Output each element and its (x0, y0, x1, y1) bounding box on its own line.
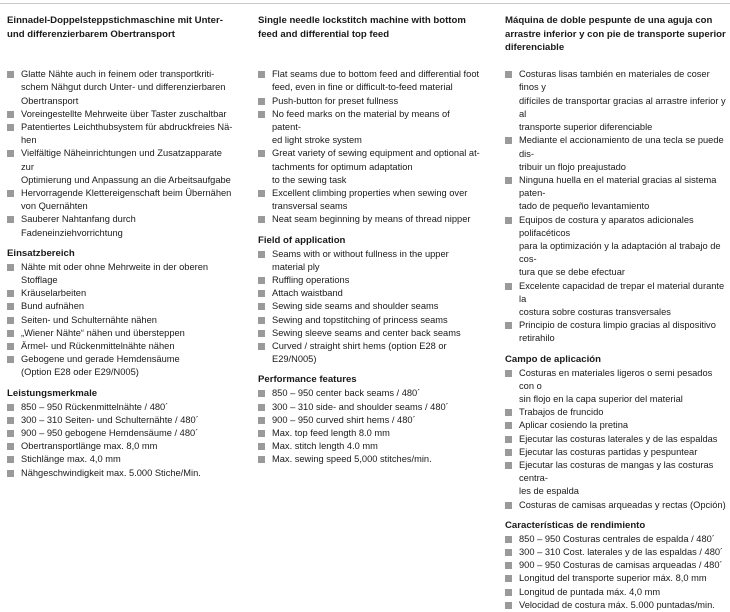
text-line: costura sobre costuras transversales (519, 306, 671, 317)
list-item (258, 387, 480, 400)
text-line: Voreingestellte Mehrweite über Taster zuschaltbar (21, 108, 227, 119)
bullet-square-icon (7, 417, 14, 424)
bullet-square-icon (258, 303, 265, 310)
text-line: Excelente capacidad de trepar el material durante la (519, 280, 725, 304)
text-line: Nähte mit oder ohne Mehrweite in der oberen (21, 261, 209, 272)
text-line: Costuras lisas también en materiales de coser finos y (519, 69, 710, 93)
bullet-square-icon (505, 536, 512, 543)
list-item-text (272, 108, 480, 148)
list-item-text (21, 401, 237, 414)
list-item-text (272, 274, 480, 287)
list-item (505, 319, 727, 345)
section-heading-application: Field of application (258, 234, 346, 246)
list-item-text (272, 248, 480, 274)
list-item-text (519, 134, 727, 174)
text-line: Equipos de costura y aparatos adicionales polifacéticos (519, 214, 694, 238)
text-line: 850 – 950 Rückenmittelnähte / 480´ (21, 401, 169, 412)
list-item-text (519, 559, 727, 572)
list-item (7, 261, 237, 287)
bullet-square-icon (7, 343, 14, 350)
bullet-square-icon (7, 456, 14, 463)
list-item-text (21, 414, 237, 427)
list-item-text (21, 261, 237, 287)
list-item-text (21, 287, 237, 300)
bullet-square-icon (505, 602, 512, 609)
list-item-text (21, 314, 237, 327)
list-item (258, 414, 480, 427)
list-item-text (519, 446, 727, 459)
bullet-square-icon (258, 150, 265, 157)
list-item (7, 68, 237, 108)
list-item (258, 453, 480, 466)
list-item-text (519, 459, 727, 499)
list-item-text (519, 533, 727, 546)
text-line: Push-button for preset fullness (272, 95, 399, 106)
bullet-square-icon (7, 264, 14, 271)
list-item-text (21, 187, 237, 213)
text-line: Max. stitch length 4.0 mm (272, 441, 378, 452)
text-line: Stichlänge max. 4,0 mm (21, 454, 121, 465)
text-line: 300 – 310 Cost. laterales y de las espaldas / 480´ (519, 546, 724, 557)
application-list (7, 261, 237, 380)
bullet-square-icon (505, 449, 512, 456)
list-item (505, 599, 727, 612)
list-item-text (272, 287, 480, 300)
list-item-text (519, 499, 727, 512)
section-heading-application: Einsatzbereich (7, 247, 75, 259)
text-line: 300 – 310 side- and shoulder seams / 480´ (272, 401, 449, 412)
text-line: No feed marks on the material by means of patent- (272, 108, 450, 132)
list-item-text (272, 387, 480, 400)
bullet-square-icon (258, 417, 265, 424)
title-line: feed and differential top feed (258, 28, 390, 40)
bullet-square-icon (505, 436, 512, 443)
list-item (505, 419, 727, 432)
text-line: Hervorragende Klettereigenschaft beim Übernähen (21, 188, 232, 199)
text-line: Gebogene und gerade Hemdensäume (21, 354, 180, 365)
list-item-text (21, 453, 237, 466)
bullet-square-icon (258, 251, 265, 258)
text-line: Excellent climbing properties when sewing over (272, 188, 468, 199)
text-line: difíciles de transportar gracias al arrastre inferior y al (519, 95, 726, 119)
list-item (7, 401, 237, 414)
bullet-square-icon (505, 549, 512, 556)
column-german (7, 14, 237, 480)
application-list (258, 248, 480, 367)
list-item (258, 300, 480, 313)
bullet-square-icon (258, 404, 265, 411)
text-line: E29/N005) (272, 354, 317, 365)
features-list (7, 68, 237, 240)
bullet-square-icon (505, 71, 512, 78)
text-line: transversal seams (272, 201, 348, 212)
list-item-text (519, 586, 727, 599)
bullet-square-icon (7, 356, 14, 363)
bullet-square-icon (7, 430, 14, 437)
text-line: Trabajos de fruncido (519, 407, 604, 418)
bullet-square-icon (7, 290, 14, 297)
list-item-text (21, 68, 237, 108)
text-line: Bund aufnähen (21, 301, 85, 312)
list-item (505, 546, 727, 559)
list-item (7, 414, 237, 427)
text-line: Sewing side seams and shoulder seams (272, 301, 439, 312)
list-item (7, 440, 237, 453)
section-heading-performance: Leistungsmerkmale (7, 387, 98, 399)
list-item-text (272, 300, 480, 313)
list-item-text (21, 340, 237, 353)
bullet-square-icon (505, 462, 512, 469)
list-item (7, 287, 237, 300)
list-item-text (21, 108, 237, 121)
list-item (505, 586, 727, 599)
list-item-text (21, 300, 237, 313)
bullet-square-icon (7, 150, 14, 157)
text-line: Great variety of sewing equipment and optional at- (272, 148, 480, 159)
list-item-text (519, 68, 727, 134)
bullet-square-icon (258, 98, 265, 105)
text-line: 900 – 950 curved shirt hems / 480´ (272, 414, 416, 425)
list-item-text (519, 419, 727, 432)
text-line: Nähgeschwindigkeit max. 5.000 Stiche/Min. (21, 467, 201, 478)
text-line: 300 – 310 Seiten- und Schulternähte / 480´ (21, 414, 199, 425)
list-item-text (272, 401, 480, 414)
text-line: Max. top feed length 8.0 mm (272, 428, 390, 439)
text-line: Sauberer Nahtanfang durch Fadeneinziehvorrichtung (21, 214, 136, 238)
text-line: Obertransport (21, 95, 79, 106)
bullet-square-icon (258, 330, 265, 337)
text-line: tura que se debe efectuar (519, 267, 625, 278)
text-line: Ejecutar las costuras de mangas y las costuras centra- (519, 459, 714, 484)
text-line: Velocidad de costura máx. 5.000 puntadas/min. (519, 599, 715, 610)
text-line: Obertransportlänge max. 8,0 mm (21, 441, 158, 452)
text-line: tribuir un flojo preajustado (519, 161, 626, 172)
column-title (7, 14, 237, 41)
application-list (505, 367, 727, 512)
text-line: Ejecutar las costuras laterales y de las espaldas (519, 433, 718, 444)
list-item-text (272, 213, 480, 226)
bullet-square-icon (258, 111, 265, 118)
bullet-square-icon (505, 283, 512, 290)
text-line: „Wiener Nähte“ nähen und übersteppen (21, 327, 185, 338)
bullet-square-icon (7, 303, 14, 310)
text-line: tado de pequeño levantamiento (519, 201, 650, 212)
list-item (258, 108, 480, 148)
bullet-square-icon (7, 111, 14, 118)
bullet-square-icon (7, 216, 14, 223)
title-line: Einnadel-Doppelsteppstichmaschine mit Unter- (7, 15, 223, 26)
text-line: transporte superior diferenciable (519, 122, 653, 133)
text-line: von Quernähten (21, 201, 88, 212)
list-item-text (272, 68, 480, 94)
list-item (7, 121, 237, 147)
list-item (505, 174, 727, 214)
list-item-text (21, 147, 237, 187)
text-line: Ärmel- und Rückenmittelnähte nähen (21, 341, 175, 352)
text-line: Ejecutar las costuras partidas y pespuntear (519, 446, 698, 457)
text-line: Longitud del transporte superior máx. 8,0 mm (519, 573, 707, 584)
bullet-square-icon (505, 422, 512, 429)
list-item (7, 314, 237, 327)
list-item (505, 559, 727, 572)
list-item (505, 68, 727, 134)
features-list (258, 68, 480, 226)
text-line: Sewing and topstitching of princess seams (272, 314, 448, 325)
list-item (258, 248, 480, 274)
list-item-text (519, 599, 727, 612)
list-item-text (272, 453, 480, 466)
features-list (505, 68, 727, 345)
list-item-text (519, 546, 727, 559)
bullet-square-icon (7, 330, 14, 337)
text-line: Optimierung und Anpassung an die Arbeitsaufgabe (21, 174, 231, 185)
bullet-square-icon (7, 404, 14, 411)
list-item-text (272, 427, 480, 440)
bullet-square-icon (505, 370, 512, 377)
top-rule (0, 3, 730, 4)
list-item-text (519, 214, 727, 280)
list-item-text (272, 314, 480, 327)
text-line: tachments for optimum adaptation (272, 161, 413, 172)
bullet-square-icon (258, 456, 265, 463)
text-line: Mediante el accionamiento de una tecla se puede dis- (519, 135, 724, 159)
text-line: para la optimización y la adaptación al trabajo de cos- (519, 240, 721, 265)
text-line: Longitud de puntada máx. 4,0 mm (519, 586, 661, 597)
text-line: Flat seams due to bottom feed and differential foot (272, 69, 480, 80)
text-line: Max. sewing speed 5,000 stitches/min. (272, 454, 432, 465)
bullet-square-icon (258, 216, 265, 223)
bullet-square-icon (505, 177, 512, 184)
list-item (258, 187, 480, 213)
text-line: (Option E28 oder E29/N005) (21, 367, 139, 378)
bullet-square-icon (505, 589, 512, 596)
list-item-text (21, 427, 237, 440)
list-item-text (272, 440, 480, 453)
list-item (505, 533, 727, 546)
list-item (7, 213, 237, 239)
list-item (505, 499, 727, 512)
section-heading-performance: Performance features (258, 374, 357, 386)
list-item (505, 367, 727, 407)
list-item (258, 427, 480, 440)
bullet-square-icon (258, 317, 265, 324)
list-item-text (272, 414, 480, 427)
list-item (505, 446, 727, 459)
column-title (505, 14, 727, 55)
text-line: Principio de costura limpio gracias al dispositivo retirahilo (519, 320, 716, 344)
list-item-text (519, 433, 727, 446)
list-item-text (272, 187, 480, 213)
bullet-square-icon (7, 124, 14, 131)
list-item (258, 147, 480, 187)
text-line: Kräuselarbeiten (21, 288, 87, 299)
list-item (258, 287, 480, 300)
list-item (7, 187, 237, 213)
column-spanish (505, 14, 727, 612)
list-item (505, 433, 727, 446)
list-item (505, 134, 727, 174)
list-item-text (519, 572, 727, 585)
text-line: Ninguna huella en el material gracias al sistema paten- (519, 174, 717, 199)
list-item (258, 95, 480, 108)
bullet-square-icon (505, 562, 512, 569)
list-item-text (519, 367, 727, 407)
title-spacer (7, 41, 237, 68)
text-line: 850 – 950 center back seams / 480´ (272, 388, 421, 399)
title-line: Máquina de doble pespunte de una aguja con (505, 15, 713, 26)
bullet-square-icon (258, 71, 265, 78)
list-item (505, 406, 727, 419)
bullet-square-icon (7, 470, 14, 477)
list-item-text (272, 147, 480, 187)
list-item-text (21, 327, 237, 340)
list-item (258, 68, 480, 94)
list-item (258, 274, 480, 287)
list-item-text (519, 174, 727, 214)
list-item-text (21, 467, 237, 480)
bullet-square-icon (505, 409, 512, 416)
bullet-square-icon (7, 443, 14, 450)
list-item (258, 327, 480, 340)
list-item (258, 314, 480, 327)
list-item (258, 213, 480, 226)
list-item (7, 147, 237, 187)
list-item (7, 353, 237, 379)
bullet-square-icon (7, 71, 14, 78)
text-line: Vielfältige Näheinrichtungen und Zusatzapparate zur (21, 148, 222, 172)
column-english (258, 14, 480, 467)
text-line: les de espalda (519, 486, 579, 497)
title-spacer (258, 41, 480, 68)
list-item-text (272, 327, 480, 340)
bullet-square-icon (258, 190, 265, 197)
list-item (505, 280, 727, 320)
list-item (7, 327, 237, 340)
bullet-square-icon (505, 137, 512, 144)
text-line: Costuras en materiales ligeros o semi pesados con o (519, 367, 713, 391)
title-line: Single needle lockstitch machine with bottom (258, 15, 466, 26)
bullet-square-icon (505, 575, 512, 582)
list-item-text (21, 213, 237, 239)
list-item-text (519, 319, 727, 345)
list-item (505, 572, 727, 585)
list-item (7, 427, 237, 440)
text-line: ed light stroke system (272, 135, 362, 146)
text-line: Stofflage (21, 275, 58, 286)
column-title (258, 14, 480, 41)
bullet-square-icon (7, 190, 14, 197)
list-item-text (21, 440, 237, 453)
text-line: Ruffling operations (272, 275, 350, 286)
text-line: Sewing sleeve seams and center back seams (272, 327, 461, 338)
text-line: to the sewing task (272, 174, 347, 185)
list-item-text (272, 340, 480, 366)
list-item (505, 214, 727, 280)
bullet-square-icon (258, 277, 265, 284)
text-line: 900 – 950 gebogene Hemdensäume / 480´ (21, 428, 199, 439)
bullet-square-icon (258, 390, 265, 397)
list-item (258, 401, 480, 414)
list-item (7, 340, 237, 353)
text-line: Patentiertes Leichthubsystem für abdruckfreies Nä- (21, 122, 233, 132)
bullet-square-icon (258, 430, 265, 437)
text-line: schem Nähgut durch Unter- und differenzierbaren (21, 82, 226, 93)
text-line: Neat seam beginning by means of thread nipper (272, 214, 471, 225)
list-item (258, 340, 480, 366)
section-heading-application: Campo de aplicación (505, 353, 601, 365)
text-line: material ply (272, 261, 320, 272)
bullet-square-icon (258, 290, 265, 297)
text-line: 850 – 950 Costuras centrales de espalda / 480´ (519, 533, 715, 544)
performance-list (7, 401, 237, 480)
list-item-text (272, 95, 480, 108)
text-line: 900 – 950 Costuras de camisas arqueadas / 480´ (519, 560, 723, 571)
list-item-text (519, 280, 727, 320)
text-line: Curved / straight shirt hems (option E28 or (272, 341, 447, 352)
text-line: Seams with or without fullness in the upper (272, 248, 449, 259)
title-line: und differenzierbarem Obertransport (7, 28, 175, 40)
list-item (7, 300, 237, 313)
text-line: sin flojo en la capa superior del material (519, 393, 683, 404)
section-heading-performance: Características de rendimiento (505, 519, 646, 531)
text-line: Aplicar cosiendo la pretina (519, 420, 629, 431)
bullet-square-icon (7, 317, 14, 324)
list-item (7, 453, 237, 466)
text-line: feed, even in fine or difficult-to-feed material (272, 82, 453, 93)
text-line: Seiten- und Schulternähte nähen (21, 314, 157, 325)
title-line: diferenciable (505, 42, 565, 54)
bullet-square-icon (505, 322, 512, 329)
list-item-text (519, 406, 727, 419)
list-item (7, 467, 237, 480)
title-spacer (505, 55, 727, 69)
list-item-text (21, 353, 237, 379)
list-item-text (21, 121, 237, 147)
bullet-square-icon (258, 343, 265, 350)
performance-list (505, 533, 727, 612)
list-item (7, 108, 237, 121)
bullet-square-icon (258, 443, 265, 450)
performance-list (258, 387, 480, 466)
text-line: Costuras de camisas arqueadas y rectas (Opción) (519, 499, 726, 510)
title-line: arrastre inferior y con pie de transporte superior (505, 28, 726, 40)
text-line: hen (21, 135, 37, 146)
list-item (505, 459, 727, 499)
text-line: Attach waistband (272, 288, 343, 299)
text-line: Glatte Nähte auch in feinem oder transportkriti- (21, 69, 215, 80)
bullet-square-icon (505, 217, 512, 224)
list-item (258, 440, 480, 453)
